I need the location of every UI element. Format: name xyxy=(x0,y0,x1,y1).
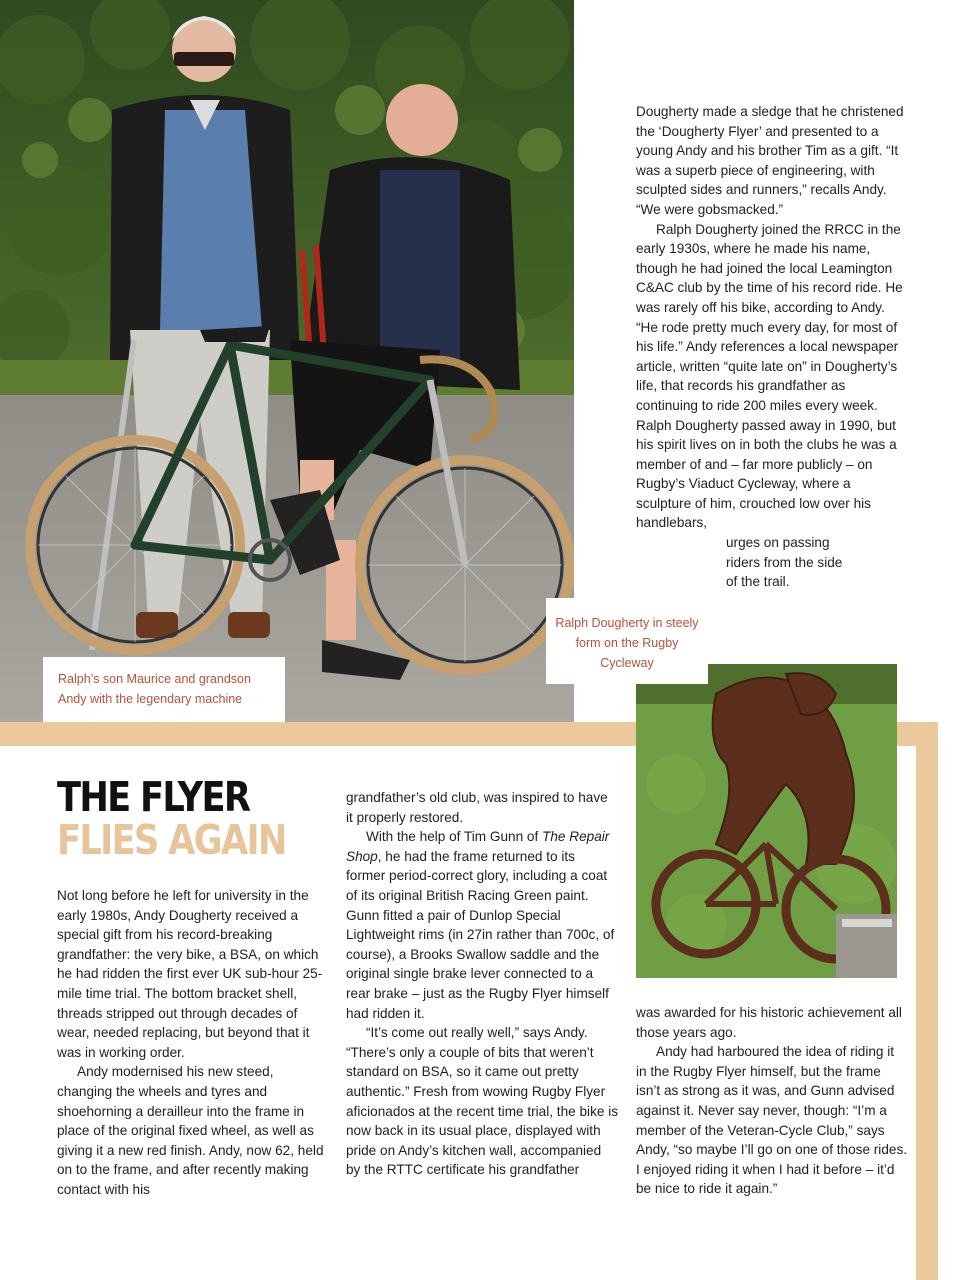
accent-side-bar xyxy=(916,722,938,1280)
paragraph xyxy=(346,827,618,1023)
main-photo xyxy=(0,0,574,722)
main-photo-illustration xyxy=(0,0,574,722)
main-photo-caption: Ralph’s son Maurice and grandson Andy with the legendary machine xyxy=(43,657,285,722)
paragraph: Not long before he left for university in the early 1980s, Andy Dougherty received a special gift from his record-breaking grandfather: the very bike, a BSA, on which he had ridden the first ever UK sub-hour 25-mile time trial. The bottom bracket shell, threads stripped out through decades of wear, needed replacing, but beyond that it was in working order. xyxy=(57,888,323,1060)
paragraph-text: With the help of Tim Gunn of xyxy=(366,829,543,845)
paragraph: “It’s come out really well,” says Andy. “There’s only a couple of bits that weren’t standard on BSA, so it came out pretty authentic.” Fresh from wowing Rugby Flyer aficionados at the recent time trial, the bike is now back in its usual place, displayed with pride on Andy’s kitchen wall, accompanied by the RTTC certificate his grandfather xyxy=(346,1025,619,1178)
paragraph: grandfather’s old club, was inspired to have it properly restored. xyxy=(346,790,608,825)
article-column-1 xyxy=(57,886,329,1200)
paragraph: Dougherty made a sledge that he christened the ‘Dougherty Flyer’ and presented to a young Andy and his brother Tim as a gift. “It was a superb piece of engineering, with sculpted sides and runners,” recalls Andy. “We were gobsmacked.” xyxy=(636,104,904,217)
paragraph: Andy had harboured the idea of riding it in the Rugby Flyer himself, but the frame isn’t as strong as it was, and Gunn advised against it. Never say never, though: “I’m a member of the Veteran-Cycle Club,” says Andy, “so maybe I’ll go on one of those rides. I enjoyed riding it when I had it before – it’d be nice to ride it again.” xyxy=(636,1044,908,1197)
show-title: The Repair Shop xyxy=(346,829,610,864)
sculpture-photo-caption: Ralph Dougherty in steely form on the Rugby Cycleway xyxy=(546,598,708,684)
paragraph-text: , he had the frame returned to its former period-correct glory, including a coat of its original British Racing Green paint. Gunn fitted a pair of Dunlop Special Lightweight rims (in 27in rather than 700c, of course), a Brooks Swallow saddle and the original single brake lever connected to a rear brake – just as the Rugby Flyer himself had ridden it. xyxy=(346,848,615,1021)
paragraph: Ralph Dougherty joined the RRCC in the early 1930s, where he made his name, though he had joined the local Leamington C&AC club by the time of his record ride. He was rarely off his bike, according to Andy. “He rode pretty much every day, for most of his life.” Andy references a local newspaper article, written “quite late on” in Dougherty’s life, that records his grandfather as continuing to ride 200 miles every week. Ralph Dougherty passed away in 1990, but his spirit lives on in both the clubs he was a member of and – far more publicly – on Rugby’s Viaduct Cycleway, where a sculpture of him, crouched low over his handlebars, xyxy=(636,221,903,531)
paragraph-continuation: riders from the side xyxy=(726,554,843,570)
article-column-2 xyxy=(346,788,618,1180)
article-column-3-bottom xyxy=(636,1003,908,1199)
article-column-3-top xyxy=(636,102,908,592)
paragraph-continuation: urges on passing xyxy=(726,535,830,551)
paragraph: Andy modernised his new steed, changing the wheels and tyres and shoehorning a derailleur into the frame in place of the original fixed wheel, as well as giving it a new red finish. Andy, now 62, held on to the frame, and after recently making contact with his xyxy=(57,1064,324,1197)
paragraph: was awarded for his historic achievement all those years ago. xyxy=(636,1005,902,1040)
headline-line-2: FLIES AGAIN xyxy=(57,816,286,864)
article-headline xyxy=(57,773,298,864)
sculpture-photo-illustration xyxy=(636,664,897,978)
paragraph-continuation: of the trail. xyxy=(726,574,790,590)
headline-line-1: THE FLYER xyxy=(57,773,250,821)
sculpture-photo xyxy=(636,664,897,978)
